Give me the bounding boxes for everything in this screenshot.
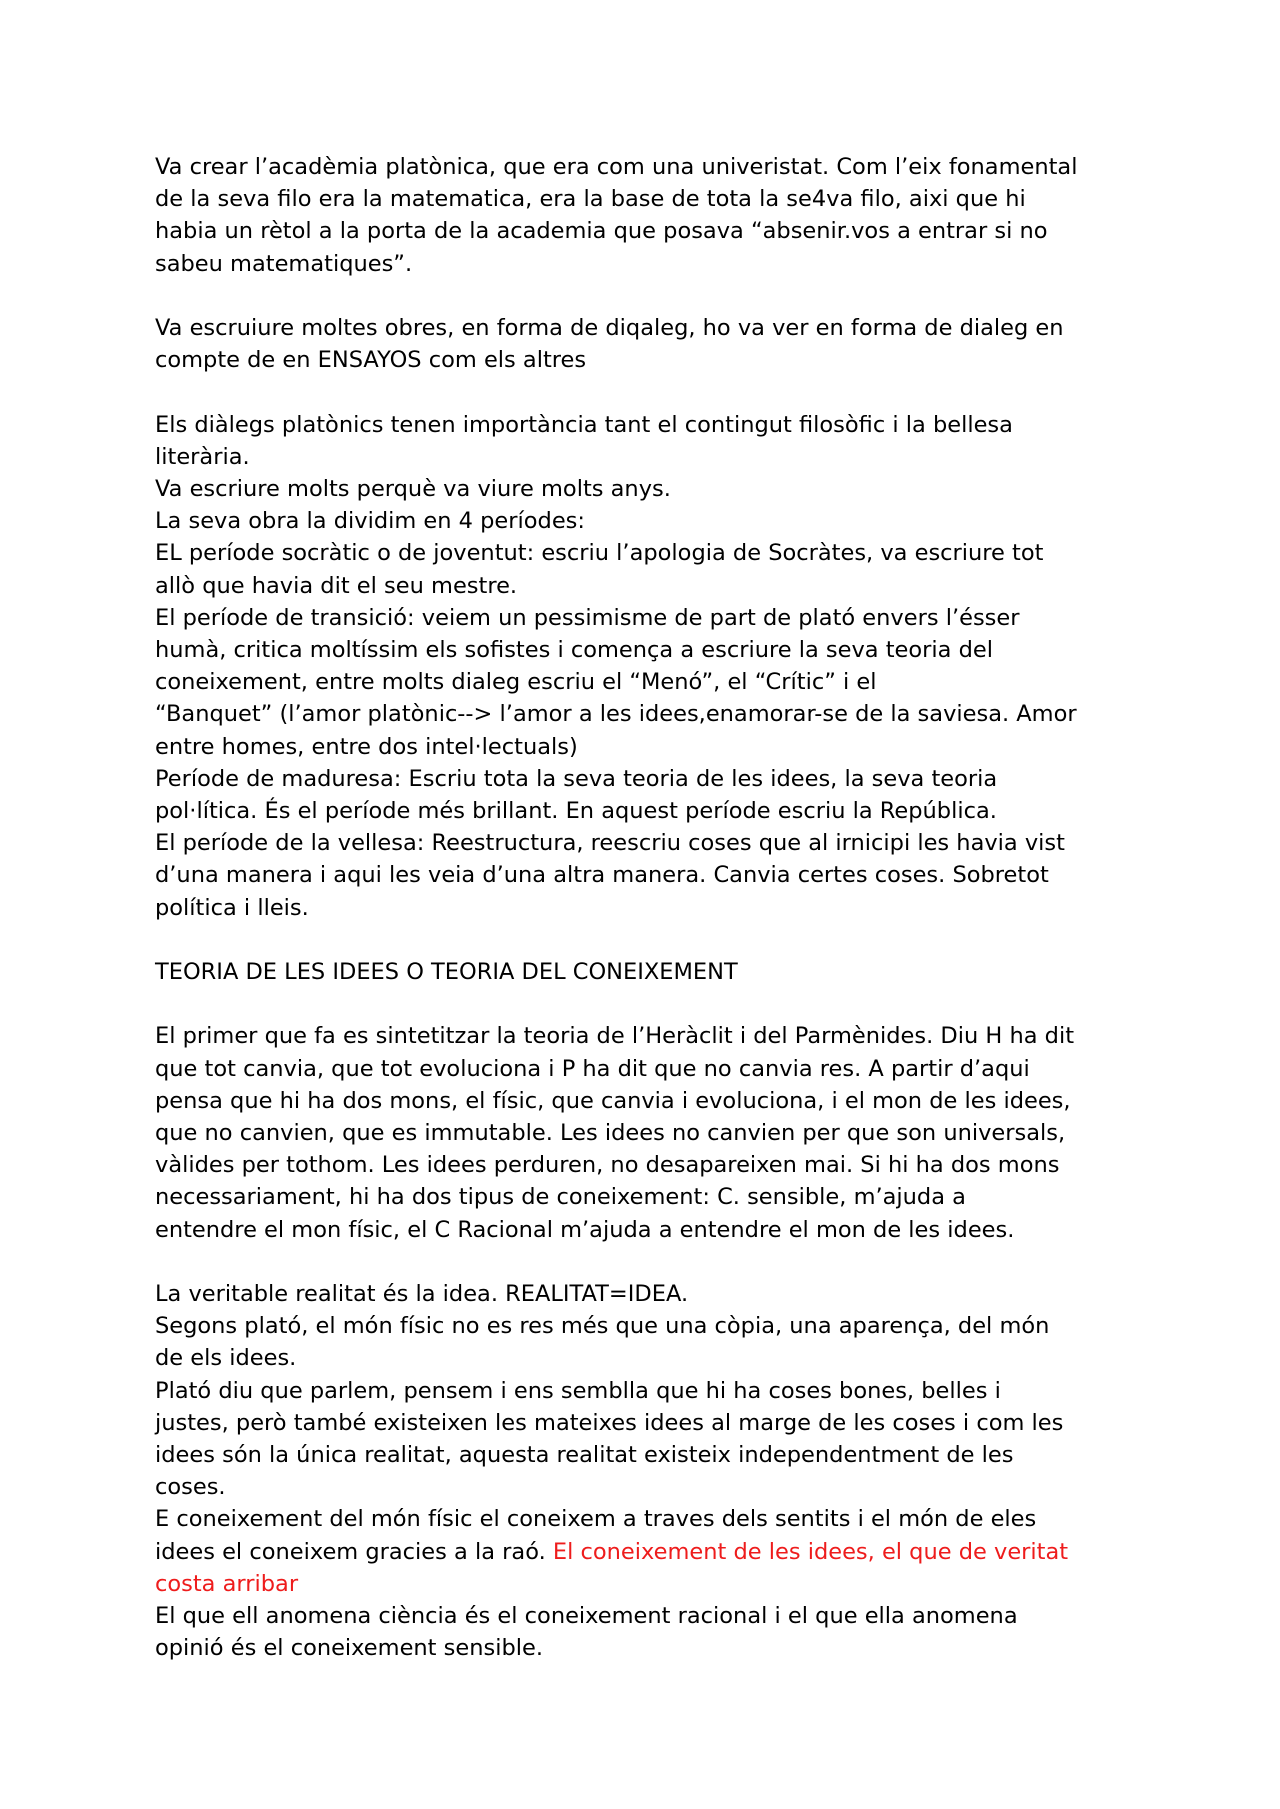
text-line: de els idees.	[155, 1345, 297, 1372]
text-line: Els diàlegs platònics tenen importància tant el contingut filosòfic i la bellesa	[155, 411, 1013, 438]
document-body	[155, 151, 1135, 1664]
text-line: El període de la vellesa: Reestructura, reescriu coses que al irnicipi les havia vist	[155, 830, 1065, 857]
text-line: allò que havia dit el seu mestre.	[155, 572, 518, 599]
text-line: coses.	[155, 1474, 226, 1501]
paragraph	[155, 1503, 1135, 1600]
paragraph	[155, 537, 1135, 601]
text-line: humà, critica moltíssim els sofistes i comença a escriure la seva teoria del	[155, 637, 993, 664]
paragraph	[155, 763, 1135, 827]
text-line: d’una manera i aqui les veia d’una altra manera. Canvia certes coses. Sobretot	[155, 862, 1049, 889]
text-line: E coneixement del món físic el coneixem a traves dels sentits i el món de eles	[155, 1506, 1037, 1533]
text-line: Plató diu que parlem, pensem i ens semblla que hi ha coses bones, belles i	[155, 1377, 1001, 1404]
paragraph	[155, 312, 1135, 376]
text-line: que no canvien, que es immutable. Les idees no canvien per que son universals,	[155, 1120, 1066, 1147]
text-line: compte de en ENSAYOS com els altres	[155, 347, 587, 374]
text-line: pol·lítica. És el període més brillant. En aquest període escriu la República.	[155, 798, 997, 825]
text-line: Va escriure molts perquè va viure molts anys.	[155, 476, 671, 502]
paragraph-gap	[155, 924, 1135, 956]
paragraph	[155, 1375, 1135, 1504]
text-line: El període de transició: veiem un pessimisme de part de plató envers l’ésser	[155, 604, 1020, 631]
paragraph	[155, 827, 1135, 924]
paragraph	[155, 1600, 1135, 1664]
text-line: Va escruiure moltes obres, en forma de diqaleg, ho va ver en forma de dialeg en	[155, 315, 1064, 341]
text-line: coneixement, entre molts dialeg escriu el “Menó”, el “Crític” i el	[155, 669, 877, 696]
paragraph	[155, 473, 1135, 505]
text-line: que tot canvia, que tot evoluciona i P ha dit que no canvia res. A partir d’aqui	[155, 1055, 1030, 1082]
text-line: entendre el mon físic, el C Racional m’ajuda a entendre el mon de les idees.	[155, 1216, 1015, 1243]
highlighted-text: El coneixement de les idees, el que de veritat	[552, 1538, 1069, 1565]
text-line: vàlides per tothom. Les idees perduren, no desapareixen mai. Si hi ha dos mons	[155, 1152, 1060, 1179]
text-line: EL període socràtic o de joventut: escriu l’apologia de Socràtes, va escriure tot	[155, 540, 1044, 567]
text-line: El primer que fa es sintetitzar la teoria de l’Heràclit i del Parmènides. Diu H ha dit	[155, 1023, 1075, 1050]
text-line: La seva obra la dividim en 4 períodes:	[155, 508, 585, 535]
paragraph	[155, 1020, 1135, 1245]
paragraph-gap	[155, 1246, 1135, 1278]
text-line: Va crear l’acadèmia platònica, que era com una univeristat. Com l’eix fonamental	[155, 154, 1078, 180]
paragraph	[155, 505, 1135, 537]
text-line: necessariament, hi ha dos tipus de coneixement: C. sensible, m’ajuda a	[155, 1184, 966, 1211]
text-line: literària.	[155, 443, 250, 470]
text-line: justes, però també existeixen les mateixes idees al marge de les coses i com les	[155, 1409, 1064, 1436]
text-line: “Banquet” (l’amor platònic--> l’amor a les idees,enamorar-se de la saviesa. Amor	[155, 701, 1077, 728]
highlighted-text: costa arribar	[155, 1570, 299, 1597]
text-line: El que ell anomena ciència és el coneixement racional i el que ella anomena	[155, 1603, 1018, 1630]
text-line: idees són la única realitat, aquesta realitat existeix independentment de les	[155, 1442, 1014, 1469]
text-line: La veritable realitat és la idea. REALITAT=IDEA.	[155, 1281, 689, 1308]
text-line: idees el coneixem gracies a la raó.	[155, 1538, 553, 1565]
paragraph	[155, 602, 1135, 763]
text-line: sabeu matematiques”.	[155, 250, 413, 277]
text-line: pensa que hi ha dos mons, el físic, que canvia i evoluciona, i el mon de les idees,	[155, 1087, 1071, 1114]
paragraph-gap	[155, 376, 1135, 408]
text-line: TEORIA DE LES IDEES O TEORIA DEL CONEIXEMENT	[155, 959, 738, 986]
text-line: Segons plató, el món físic no es res més que una còpia, una aparença, del món	[155, 1313, 1050, 1340]
paragraph-gap	[155, 988, 1135, 1020]
text-line: entre homes, entre dos intel·lectuals)	[155, 733, 578, 760]
text-line: política i lleis.	[155, 894, 309, 921]
paragraph-gap	[155, 280, 1135, 312]
text-line: habia un rètol a la porta de la academia que posava “absenir.vos a entrar si no	[155, 218, 1048, 245]
paragraph	[155, 409, 1135, 473]
paragraph	[155, 1310, 1135, 1374]
paragraph	[155, 151, 1135, 280]
text-line: Període de maduresa: Escriu tota la seva teoria de les idees, la seva teoria	[155, 765, 998, 792]
paragraph	[155, 1278, 1135, 1310]
paragraph	[155, 956, 1135, 988]
text-line: de la seva filo era la matematica, era la base de tota la se4va filo, aixi que hi	[155, 186, 1026, 213]
text-line: opinió és el coneixement sensible.	[155, 1635, 543, 1662]
